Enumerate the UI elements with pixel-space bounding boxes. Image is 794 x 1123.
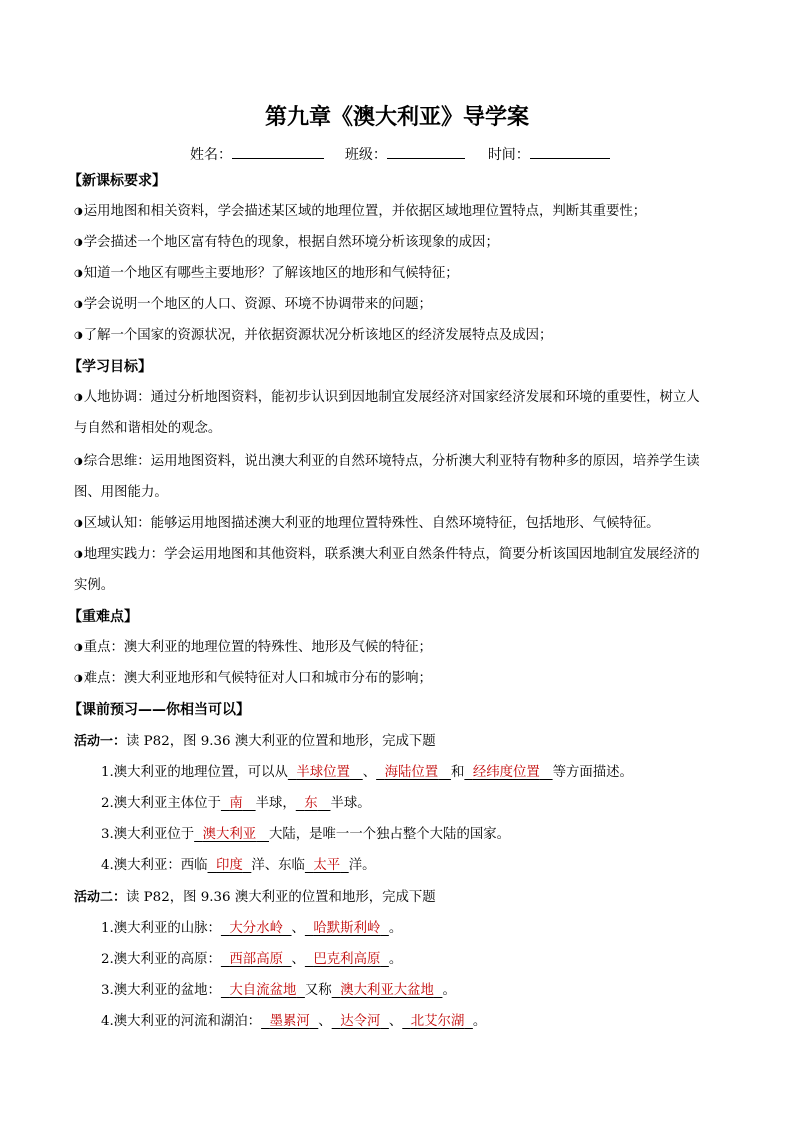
standards-item: ◑知道一个地区有哪些主要地形？了解该地区的地形和气候特征；	[74, 266, 459, 281]
bullet-icon: ◑	[74, 673, 83, 684]
bullet-icon: ◑	[74, 330, 83, 341]
bullet-icon: ◑	[74, 518, 83, 529]
activity1-q2: 2.澳大利亚主体位于 南 半球， 东 半球。	[101, 796, 371, 811]
preview-heading: 【课前预习——你相当可以】	[68, 702, 250, 718]
keypoint-item: ◑重点：澳大利亚的地理位置的特殊性、地形及气候的特征；	[74, 640, 432, 655]
time-label: 时间：	[487, 147, 530, 163]
answer-blank[interactable]: 达令河	[340, 1014, 381, 1029]
goals-heading: 【学习目标】	[68, 359, 152, 375]
standards-item: ◑学会说明一个地区的人口、资源、环境不协调带来的问题；	[74, 297, 432, 312]
answer-blank[interactable]: 海陆位置	[384, 765, 439, 780]
answer-blank[interactable]: 哈默斯利岭	[313, 921, 381, 936]
bullet-icon: ◑	[74, 392, 83, 403]
activity1-q1: 1.澳大利亚的地理位置，可以从 半球位置 、 海陆位置 和 经纬度位置 等方面描述。	[101, 765, 633, 780]
bullet-icon: ◑	[74, 299, 83, 310]
goal-item: ◑区域认知：能够运用地图描述澳大利亚的地理位置特殊性、自然环境特征，包括地形、气候特征。	[74, 516, 660, 531]
goal-item-cont: 与自然和谐相处的观念。	[74, 421, 222, 436]
class-label: 班级：	[344, 147, 387, 163]
answer-blank[interactable]: 半球位置	[296, 765, 350, 780]
bullet-icon: ◑	[74, 237, 83, 248]
activity2-q4: 4.澳大利亚的河流和湖泊： 墨累河 、 达令河 、 北艾尔湖 。	[101, 1014, 487, 1029]
standards-item: ◑学会描述一个地区富有特色的现象，根据自然环境分析该现象的成因；	[74, 235, 499, 250]
answer-blank[interactable]: 南	[229, 796, 243, 811]
activity2-q3: 3.澳大利亚的盆地： 大自流盆地 又称 澳大利亚大盆地 。	[101, 983, 456, 998]
answer-blank[interactable]: 巴克利高原	[313, 952, 381, 967]
activity2-q2: 2.澳大利亚的高原： 西部高原 、 巴克利高原 。	[101, 952, 403, 967]
answer-blank[interactable]: 澳大利亚大盆地	[340, 983, 434, 998]
keypoints-heading: 【重难点】	[68, 609, 138, 625]
activity1-q3: 3.澳大利亚位于 澳大利亚 大陆，是唯一一个独占整个大陆的国家。	[101, 827, 511, 842]
name-label: 姓名：	[190, 147, 232, 163]
bullet-icon: ◑	[74, 268, 83, 279]
bullet-icon: ◑	[74, 642, 83, 653]
keypoint-item: ◑难点：澳大利亚地形和气候特征对人口和城市分布的影响；	[74, 671, 432, 686]
activity2-q1: 1.澳大利亚的山脉： 大分水岭 、 哈默斯利岭 。	[101, 921, 403, 936]
standards-heading: 【新课标要求】	[68, 173, 166, 189]
goal-item: ◑地理实践力：学会运用地图和其他资料，联系澳大利亚自然条件特点，简要分析该国因地制宜发展经济的	[74, 547, 700, 562]
answer-blank[interactable]: 大分水岭	[229, 921, 283, 936]
standards-item: ◑了解一个国家的资源状况，并依据资源状况分析该地区的经济发展特点及成因；	[74, 328, 553, 343]
student-info-line	[190, 144, 610, 164]
answer-blank[interactable]: 东	[304, 796, 318, 811]
answer-blank[interactable]: 澳大利亚	[202, 827, 257, 842]
bullet-icon: ◑	[74, 456, 83, 467]
activity2-title: 活动二：读 P82，图 9.36 澳大利亚的位置和地形，完成下题	[74, 890, 436, 905]
class-blank[interactable]	[387, 144, 465, 159]
answer-blank[interactable]: 经纬度位置	[472, 765, 540, 780]
answer-blank[interactable]: 大自流盆地	[229, 983, 297, 998]
goal-item-cont: 图、用图能力。	[74, 485, 168, 500]
answer-blank[interactable]: 印度	[216, 858, 243, 873]
answer-blank[interactable]: 太平	[313, 858, 341, 873]
answer-blank[interactable]: 西部高原	[229, 952, 283, 967]
name-blank[interactable]	[232, 144, 324, 159]
bullet-icon: ◑	[74, 206, 83, 217]
answer-blank[interactable]: 北艾尔湖	[410, 1014, 465, 1029]
activity1-q4: 4.澳大利亚：西临 印度 洋、东临 太平 洋。	[101, 858, 376, 873]
goal-item-cont: 实例。	[74, 578, 115, 593]
goal-item: ◑综合思维：运用地图资料，说出澳大利亚的自然环境特点，分析澳大利亚特有物种多的原因，培养学生读	[74, 454, 700, 469]
goal-item: ◑人地协调：通过分析地图资料，能初步认识到因地制宜发展经济对国家经济发展和环境的重要性，树立人	[74, 390, 700, 405]
standards-item: ◑运用地图和相关资料，学会描述某区域的地理位置，并依据区域地理位置特点，判断其重要性；	[74, 204, 647, 219]
time-blank[interactable]	[530, 144, 610, 159]
answer-blank[interactable]: 墨累河	[269, 1014, 310, 1029]
bullet-icon: ◑	[74, 549, 83, 560]
activity1-title: 活动一：读 P82，图 9.36 澳大利亚的位置和地形，完成下题	[74, 734, 436, 749]
document-title: 第九章《澳大利亚》导学案	[264, 105, 529, 130]
